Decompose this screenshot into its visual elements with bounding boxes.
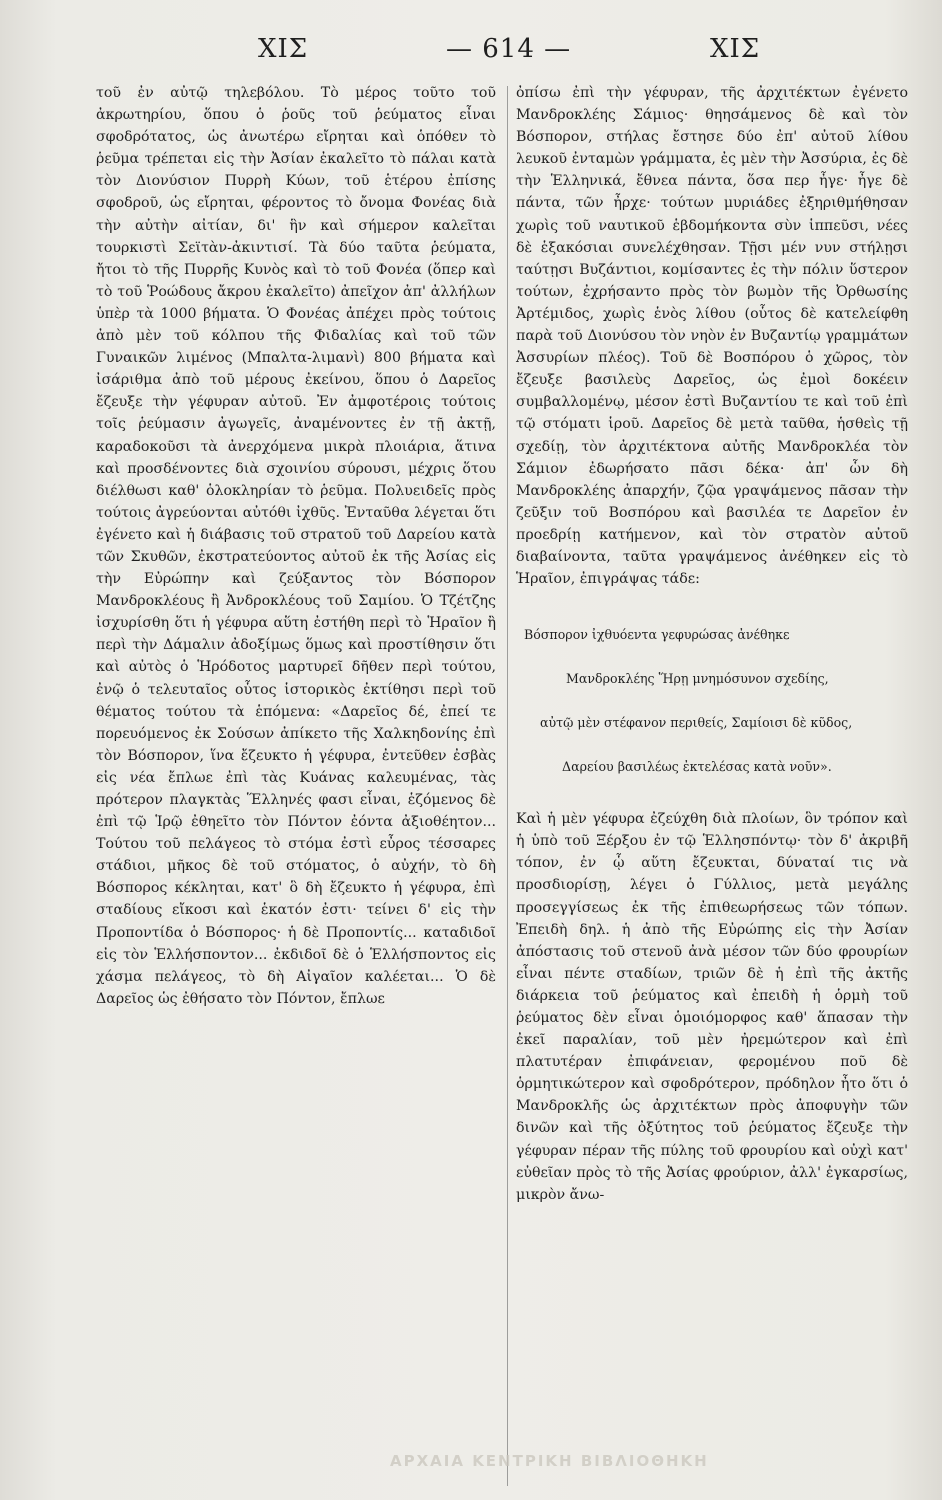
header-right-heading: ΧΙΣ [710,34,761,64]
running-header [0,34,942,74]
epigram [516,602,908,800]
library-watermark: ΑΡΧΑΙΑ ΚΕΝΤΡΙΚΗ ΒΙΒΛΙΟΘΗΚΗ [390,1452,709,1470]
left-column-text: τοῦ ἐν αὐτῷ τηλεβόλου. Τὸ μέρος τοῦτο τοῦ ἀκρωτηρίου, ὅπου ὁ ῥοῦς τοῦ ῥεύματος εἶναι σφοδρότατος, ὡς ἀνωτέρω εἴρηται καὶ ὁπόθεν τὸ ῥεῦμα τρέπεται εἰς τὴν Ἀσίαν ἐκαλεῖτο τὸ πάλαι κατὰ τὸν Διονύσιον Πυρρὴ Κύων, τοῦ ἑτέρου ἐπίσης σφοδροῦ, ὡς εἴρηται, φέροντος τὸ ὄνομα Φονέας διὰ τὴν αὐτὴν αἰτίαν, δι' ἣν καὶ σήμερον καλεῖται τουρκιστὶ Σεϊτὰν-ἀκιντισί. Τὰ δύο ταῦτα ῥεύματα, ἤτοι τὸ τῆς Πυρρῆς Κυνὸς καὶ τὸ τοῦ Φονέα (ὅπερ καὶ τὸ τοῦ Ῥοώδους ἄκρου ἐκαλεῖτο) ἀπεῖχον ἀπ' ἀλλήλων ὑπὲρ τὰ 1000 βήματα. Ὁ Φονέας ἀπέχει πρὸς τούτοις ἀπὸ μὲν τοῦ κόλπου τῆς Φιδαλίας καὶ τοῦ τῶν Γυναικῶν λιμένος (Μπαλτα-λιμανὶ) 800 βήματα καὶ ἰσάριθμα ἀπὸ τοῦ μέρους ἐκείνου, ὅπου ὁ Δαρεῖος ἔζευξε τὴν γέφυραν αὐτοῦ. Ἐν ἀμφοτέροις τούτοις τοῖς ῥεύμασιν ἀγωγεῖς, ἀναμένοντες ἐν τῇ ἀκτῇ, καραδοκοῦσι τὰ ἀνερχόμενα μικρὰ πλοιάρια, ἅτινα καὶ προσδένοντες διὰ σχοινίου σύρουσι, μέχρις ὅτου διέλθωσι καθ' ὁλοκληρίαν τὸ ῥεῦμα. Πολυειδεῖς πρὸς τούτοις ἀγρεύονται αὐτόθι ἰχθῦς. Ἐνταῦθα λέγεται ὅτι ἐγένετο καὶ ἡ διάβασις τοῦ στρατοῦ τοῦ Δαρείου κατὰ τῶν Σκυθῶν, ἐκστρατεύοντος αὐτοῦ ἐκ τῆς Ἀσίας εἰς τὴν Εὐρώπην καὶ ζεύξαντος τὸν Βόσπορον Μανδροκλέους ἢ Ἀνδροκλέους τοῦ Σαμίου. Ὁ Τζέτζης ἰσχυρίσθη ὅτι ἡ γέφυρα αὕτη ἐστήθη περὶ τὸ Ἡραῖον ἢ περὶ τὴν Δάμαλιν ἀδοξίμως ὅμως καὶ προστίθησιν ὅτι καὶ αὐτὸς ὁ Ἡρόδοτος μαρτυρεῖ δῆθεν περὶ τούτου, ἐνῷ ὁ τελευταῖος οὗτος ἱστορικὸς ἐκτίθησι περὶ τοῦ θέματος τούτου τὰ ἑπόμενα: «Δαρεῖος δέ, ἐπεί τε πορευόμενος ἐκ Σούσων ἀπίκετο τῆς Χαλκηδονίης ἐπὶ τὸν Βόσπορον, ἵνα ἔζευκτο ἡ γέφυρα, ἐντεῦθεν ἐσβὰς εἰς νέα ἔπλωε ἐπὶ τὰς Κυάνας καλευμένας, τὰς πρότερον πλαγκτὰς Ἕλληνές φασι εἶναι, ἑζόμενος δὲ ἐπὶ τῷ Ἱρῷ ἐθηεῖτο τὸν Πόντον ἐόντα ἀξιοθέητον... Τούτου τοῦ πελάγεος τὸ στόμα ἐστὶ εὖρος τέσσαρες στάδιοι, μῆκος δὲ τοῦ στόματος, ὁ αὐχήν, τὸ δὴ Βόσπορος κέκληται, κατ' ὃ δὴ ἔζευκτο ἡ γέφυρα, ἐπὶ σταδίους εἴκοσι καὶ ἑκατόν ἐστι· τείνει δ' εἰς τὴν Προποντίδα ὁ Βόσπορος· ἡ δὲ Προποντίς... καταδιδοῖ εἰς τὸν Ἑλλήσποντον... ἐκδιδοῖ δὲ ὁ Ἑλλήσποντος εἰς χάσμα πελάγεος, τὸ δὴ Αἰγαῖον καλέεται... Ὁ δὲ Δαρεῖος ὡς ἐθήσατο τὸν Πόντον, ἔπλωε [96,85,496,1007]
right-column [516,82,908,1206]
right-column-text-after: Καὶ ἡ μὲν γέφυρα ἐζεύχθη διὰ πλοίων, ὃν τρόπον καὶ ἡ ὑπὸ τοῦ Ξέρξου ἐν τῷ Ἑλλησπόντῳ· τὸν δ' ἀκριβῆ τόπον, ἐν ᾧ αὕτη ἔζευκται, δύναταί τις νὰ προσδιορίσῃ, λέγει ὁ Γύλλιος, μετὰ μεγάλης προσεγγίσεως ἐκ τῆς ἐπιθεωρήσεως τῶν τόπων. Ἐπειδὴ δηλ. ἡ ἀπὸ τῆς Εὐρώπης εἰς τὴν Ἀσίαν ἀπόστασις τοῦ στενοῦ ἀνὰ μέσον τῶν δύο φρουρίων εἶναι πέντε σταδίων, τριῶν δὲ ἡ ἐπὶ τῆς ἀκτῆς διάρκεια τοῦ ῥεύματος καὶ ἐπειδὴ ἡ ὁρμὴ τοῦ ῥεύματος δὲν εἶναι ὁμοιόμορφος καθ' ἅπασαν τὴν ἐκεῖ παραλίαν, τοῦ μὲν ἠρεμώτερον καὶ ἐπὶ πλατυτέραν ἐπιφάνειαν, φερομένου ποῦ δὲ ὁρμητικώτερον καὶ σφοδρότερον, πρόδηλον ἦτο ὅτι ὁ Μανδροκλῆς ὡς ἀρχιτέκτων πρὸς ἀποφυγὴν τῶν δινῶν καὶ τῆς ὀξύτητος τοῦ ῥεύματος ἔζευξε τὴν γέφυραν πέραν τῆς πύλης τοῦ φρουρίου καὶ οὐχὶ κατ' εὐθεῖαν πρὸς τὸ τῆς Ἀσίας φρούριον, ἀλλ' ἐγκαρσίως, μικρὸν ἄνω- [516,811,908,1203]
left-column [96,82,496,1010]
header-left-heading: ΧΙΣ [258,34,309,64]
epigram-line: Βόσπορον ἰχθυόεντα γεφυρώσας ἀνέθηκε [524,627,790,643]
epigram-line: Μανδροκλέης Ἥρῃ μνημόσυνον σχεδίης, [566,671,829,687]
epigram-line: αὐτῷ μὲν στέφανον περιθείς, Σαμίοισι δὲ κῦδος, [540,715,853,731]
page-number: — 614 — [446,34,572,64]
right-column-text-before: ὀπίσω ἐπὶ τὴν γέφυραν, τῆς ἀρχιτέκτων ἐγένετο Μανδροκλέης Σάμιος· θηησάμενος δὲ καὶ τὸν Βόσπορον, στήλας ἔστησε δύο ἐπ' αὐτοῦ λίθου λευκοῦ ἐνταμὼν γράμματα, ἐς μὲν τὴν Ἀσσύρια, ἐς δὲ τὴν Ἑλληνικά, ἔθνεα πάντα, ὅσα περ ἦγε· ἦγε δὲ πάντα, τῶν ἦρχε· τούτων μυριάδες ἐξηριθμήθησαν χωρὶς τοῦ ναυτικοῦ ἑβδομήκοντα σὺν ἱππεῦσι, νέες δὲ ἑξακόσιαι συνελέχθησαν. Τῇσι μέν νυν στήλῃσι ταύτῃσι Βυζάντιοι, κομίσαντες ἐς τὴν πόλιν ὕστερον τούτων, ἐχρήσαντο πρὸς τὸν βωμὸν τῆς Ὀρθωσίης Ἀρτέμιδος, χωρὶς ἑνὸς λίθου (οὗτος δὲ κατελείφθη παρὰ τοῦ Διονύσου τὸν νηὸν ἐν Βυζαντίῳ γραμμάτων Ἀσσυρίων πλέος). Τοῦ δὲ Βοσπόρου ὁ χῶρος, τὸν ἔζευξε βασιλεὺς Δαρεῖος, ὡς ἐμοὶ δοκέειν συμβαλλομένῳ, μέσον ἐστὶ Βυζαντίου τε καὶ τοῦ ἐπὶ τῷ στόματι ἱροῦ. Δαρεῖος δὲ μετὰ ταῦθα, ἡσθεὶς τῇ σχεδίῃ, τὸν ἀρχιτέκτονα αὐτῆς Μανδροκλέα τὸν Σάμιον ἐδωρήσατο πᾶσι δέκα· ἀπ' ὧν δὴ Μανδροκλέης ἀπαρχήν, ζῷα γραψάμενος πᾶσαν τὴν ζεῦξιν τοῦ Βοσπόρου καὶ βασιλέα τε Δαρεῖον ἐν προεδρίῃ κατήμενον, καὶ τὸν στρατὸν αὐτοῦ διαβαίνοντα, ταῦτα γραψάμενος ἀνέθηκεν εἰς τὸ Ἡραῖον, ἐπιγράψας τάδε: [516,85,908,588]
epigram-line: Δαρείου βασιλέως ἐκτελέσας κατὰ νοῦν». [562,759,832,775]
column-divider [507,86,508,1486]
